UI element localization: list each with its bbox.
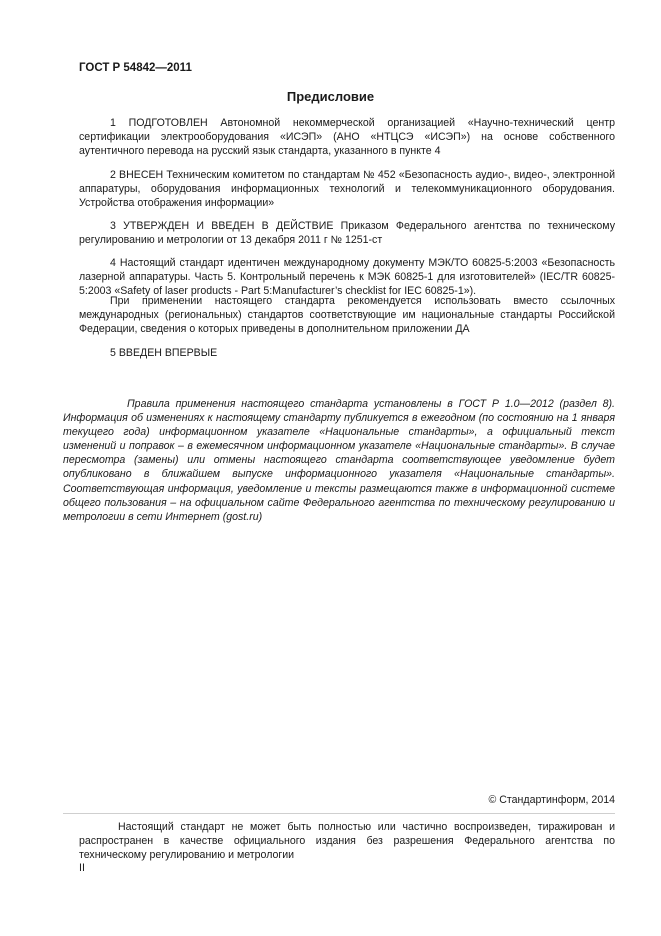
page-number: II: [79, 862, 85, 874]
divider: [63, 813, 615, 814]
paragraph-approved: 3 УТВЕРЖДЕН И ВВЕДЕН В ДЕЙСТВИЕ Приказом Федерального агентства по техническому регулированию и метрологии от 13 декабря 2011 г № 1251-ст: [79, 220, 615, 247]
page-title: Предисловие: [286, 89, 375, 104]
reproduction-notice: Настоящий стандарт не может быть полностью или частично воспроизведен, тиражирован и распространен в качестве официального издания без разрешения Федерального агентства по техническому регулированию и метрологии: [79, 821, 615, 862]
paragraph-prepared-by: 1 ПОДГОТОВЛЕН Автономной некоммерческой организацией «Научно-технический центр сертификации электрооборудования «ИСЭП» (АНО «НТЦСЭ «ИСЭП») на основе собственного аутентичного перевода на русский язык стандарта, указанного в пункте 4: [79, 117, 615, 158]
paragraph-identical-standard: 4 Настоящий стандарт идентичен международному документу МЭК/ТО 60825-5:2003 «Безопасность лазерной аппаратуры. Часть 5. Контрольный перечень к МЭК 60825-1 для изготовителей» (IEC/TR 60825-5:2003 «Safety of laser products - Part 5:Manufacturer’s checklist for IEC 60825-1»).: [79, 257, 615, 298]
paragraph-introduced-first: 5 ВВЕДЕН ВПЕРВЫЕ: [110, 347, 218, 359]
paragraph-submitted-by: 2 ВНЕСЕН Техническим комитетом по стандартам № 452 «Безопасность аудио-, видео-, электронной аппаратуры, оборудования информационных технологий и телекоммуникационного оборудования. Устройства отображения информации»: [79, 169, 615, 210]
standard-id-header: ГОСТ Р 54842—2011: [79, 62, 192, 74]
paragraph-application-note: При применении настоящего стандарта рекомендуется использовать вместо ссылочных международных (региональных) стандартов соответствующие им национальные стандарты Российской Федерации, сведения о которых приведены в дополнительном приложении ДА: [79, 295, 615, 336]
info-note: Правила применения настоящего стандарта установлены в ГОСТ Р 1.0—2012 (раздел 8). Информация об изменениях к настоящему стандарту публикуется в ежегодном (по состоянию на 1 января текущего года) информационном указателе «Национальные стандарты», а официальный текст изменений и поправок – в ежемесячном информационном указателе «Национальные стандарты». В случае пересмотра (замены) или отмены настоящего стандарта соответствующее уведомление будет опубликовано в ближайшем выпуске информационного указателя «Национальные стандарты». Соответствующая информация, уведомление и тексты размещаются также в информационной системе общего пользования – на официальном сайте Федерального агентства по техническому регулированию и метрологии в сети Интернет (gost.ru): [63, 398, 615, 523]
copyright-line: © Стандартинформ, 2014: [488, 794, 615, 806]
